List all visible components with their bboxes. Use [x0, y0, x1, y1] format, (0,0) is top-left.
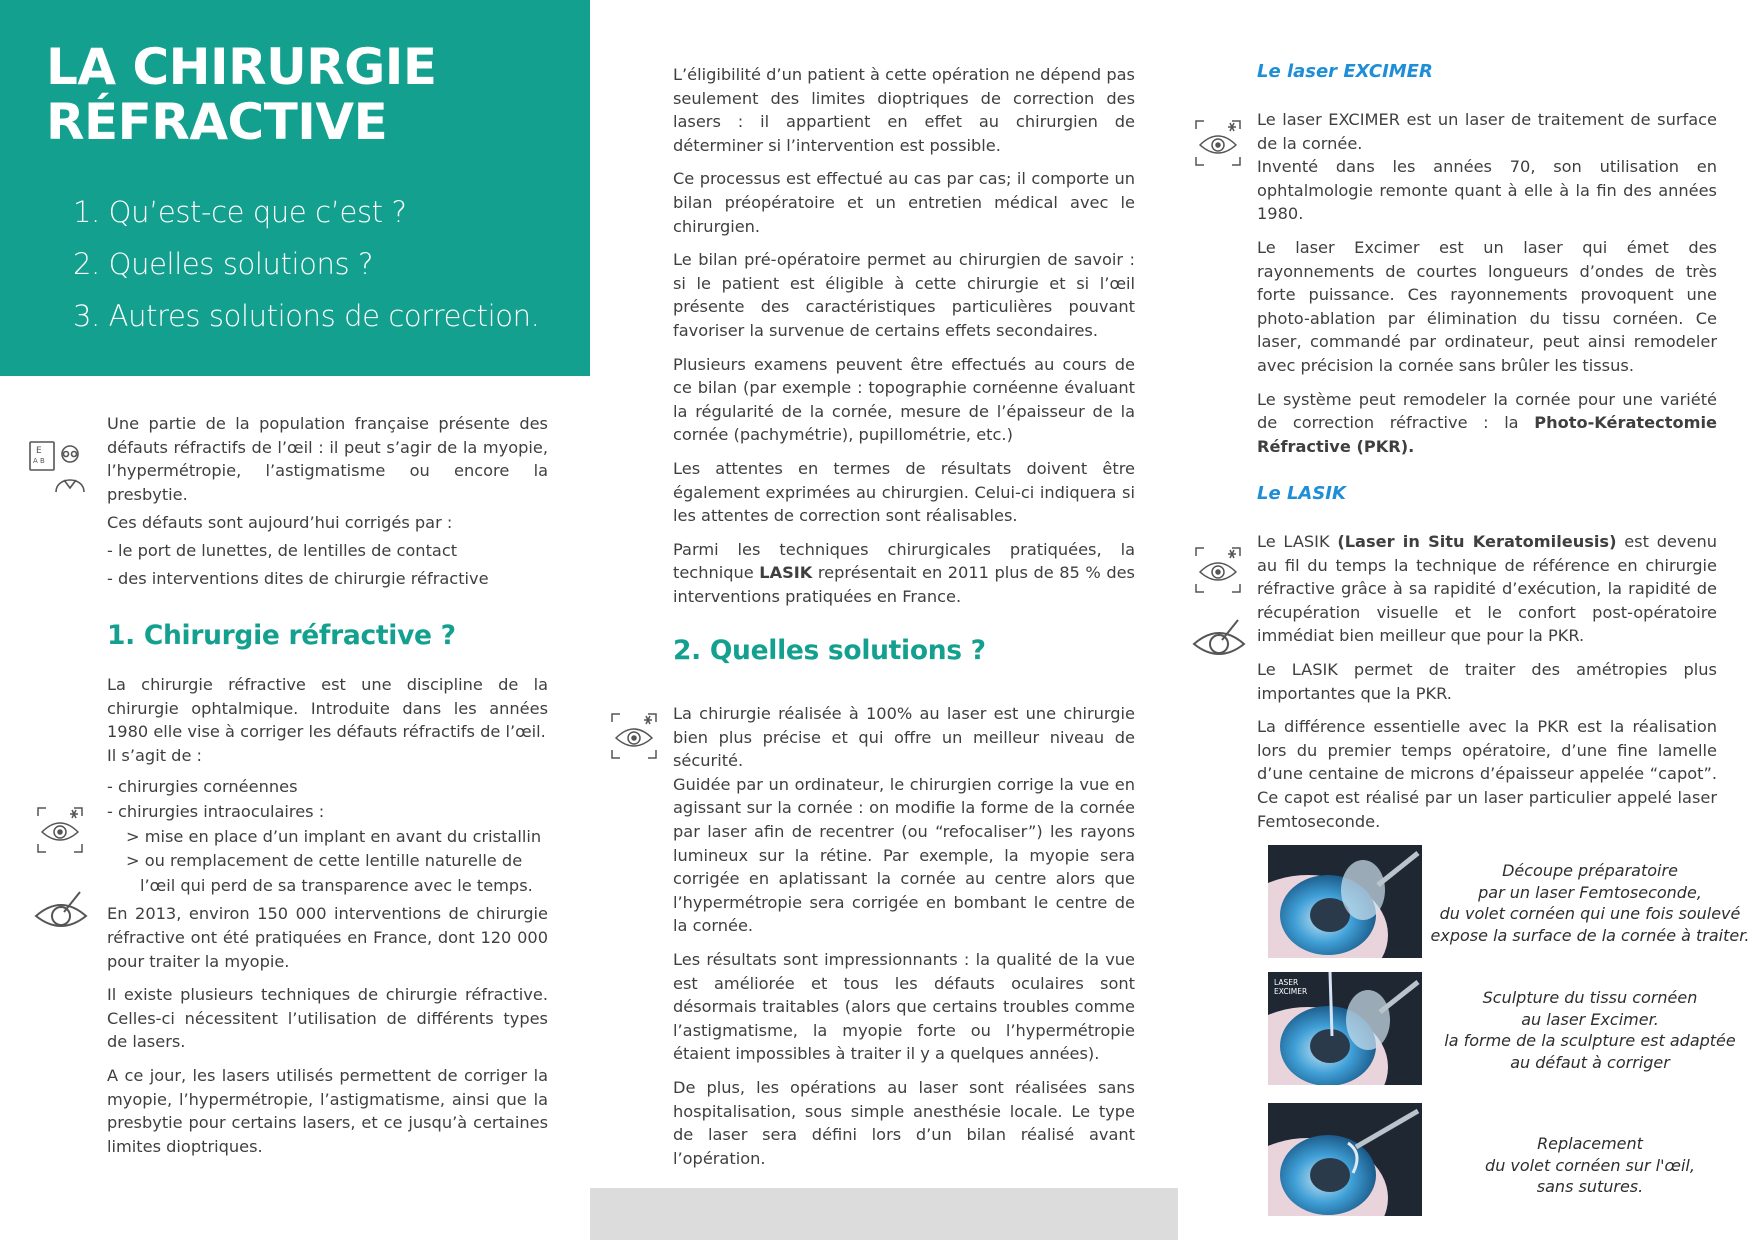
table-of-contents — [73, 186, 539, 342]
paragraph — [1257, 388, 1717, 459]
paragraph: Plusieurs examens peuvent être effectués au cours de ce bilan (par exemple : topographie cornéenne évaluant la régularité de la cornée, mesure de l’épaisseur de la cornée (pachymétrie), pupillométrie, etc.) — [673, 354, 1135, 445]
paragraph: Guidée par un ordinateur, le chirurgien corrige la vue en agissant sur la cornée : on modifie la forme de la cornée par laser afin de recentrer (ou “refocaliser”) les rayons lumineux sur la rétine. Par exemple, la myopie sera corrigée en aplatissant la cornée au centre alors que l’hypermétropie sera corrigée en bombant le centre de la cornée. — [673, 774, 1135, 936]
laser-eye-icon — [1194, 546, 1242, 594]
svg-text:A B: A B — [33, 457, 45, 465]
page-title — [46, 40, 566, 150]
eye-exam-doctor-icon — [28, 436, 90, 498]
caption-line: du volet cornéen qui une fois soulevé — [1439, 904, 1741, 923]
title-line-2: RÉFRACTIVE — [46, 93, 388, 151]
caption-line: au laser Excimer. — [1521, 1009, 1659, 1029]
section-title: 1. Chirurgie réfractive ? — [107, 620, 456, 651]
caption-line: Replacement — [1537, 1134, 1643, 1153]
eye-scalpel-icon — [1192, 618, 1246, 664]
laser-eye-icon — [610, 712, 658, 760]
paragraph: Le bilan pré-opératoire permet au chirurgien de savoir : si le patient est éligible à cette chirurgie et si l’œil présente des caractéristiques particulières pouvant favoriser la survenue de certains effets secondaires. — [673, 250, 1135, 340]
excimer-label: EXCIMER — [1274, 987, 1308, 996]
list-sub-item: l’œil qui perd de sa transparence avec le temps. — [140, 875, 533, 895]
list-sub-item: > ou remplacement de cette lentille naturelle de — [126, 851, 523, 871]
paragraph: De plus, les opérations au laser sont réalisées sans hospitalisation, sous simple anesthésie locale. Le type de laser sera défini lors d’un bilan réalisé avant l’opération. — [673, 1077, 1135, 1168]
caption-line: Sculpture du tissu cornéen — [1482, 988, 1698, 1007]
text-span: représentait en 2011 plus de 85 % des interventions pratiquées en France. — [673, 563, 1135, 606]
laser-label: LASER — [1274, 978, 1299, 987]
paragraph: En 2013, environ 150 000 interventions de chirurgie réfractive ont été pratiquées en France, dont 120 000 pour traiter la myopie. — [107, 904, 548, 971]
femtosecond-cut-illustration — [1268, 845, 1422, 958]
toc-item: 1. Qu’est-ce que c’est ? — [73, 195, 407, 229]
caption-replacement — [1430, 1133, 1750, 1198]
flap-replacement-illustration — [1268, 1103, 1422, 1216]
section-2-body — [673, 702, 1135, 1180]
text-span: Le LASIK — [1257, 532, 1338, 551]
pkr-bold: Photo-Kératectomie Réfractive (PKR). — [1257, 413, 1717, 456]
excimer-heading: Le laser EXCIMER — [1257, 61, 1433, 82]
paragraph: Le laser EXCIMER est un laser de traitement de surface de la cornée. — [1257, 110, 1717, 153]
title-panel — [0, 0, 590, 376]
column-2-top — [673, 63, 1135, 618]
section-1-body — [107, 673, 548, 1168]
svg-text:E: E — [36, 446, 42, 456]
list-item: - chirurgies intraoculaires : — [107, 801, 325, 821]
toc-item: 3. Autres solutions de correction. — [73, 299, 540, 333]
paragraph: L’éligibilité d’un patient à cette opération ne dépend pas seulement des limites dioptriques de correction des lasers : il appartient en effet au chirurgien de déterminer si l’intervention est possible. — [673, 65, 1135, 155]
title-line-1: LA CHIRURGIE — [46, 38, 437, 96]
caption-line: Découpe préparatoire — [1502, 861, 1678, 880]
intro-block — [107, 412, 548, 590]
text-span: Parmi les techniques chirurgicales pratiquées, la technique — [673, 539, 1135, 583]
paragraph: A ce jour, les lasers utilisés permettent de corriger la myopie, l’hypermétropie, l’astigmatisme, ainsi que la presbytie pour certains lasers, et ce jusqu’à certaines limites dioptriques. — [107, 1065, 548, 1156]
list-item: - des interventions dites de chirurgie réfractive — [107, 568, 489, 588]
caption-femtosecond — [1430, 860, 1750, 946]
paragraph: Ce processus est effectué au cas par cas; il comporte un bilan préopératoire et un entretien médical avec le chirurgien. — [673, 169, 1135, 236]
lasik-body — [1257, 530, 1717, 843]
paragraph: Il s’agit de : — [107, 745, 203, 765]
paragraph: Le laser Excimer est un laser qui émet des rayonnements de courtes longueurs d’ondes de très forte puissance. Ces rayonnements provoquent une photo-ablation par élimination du tissu cornéen. Ce laser, commandé par ordinateur, peut ainsi remodeler avec précision la cornée sans brûler les tissus. — [1257, 237, 1717, 375]
caption-excimer — [1430, 987, 1750, 1073]
paragraph: Il existe plusieurs techniques de chirurgie réfractive. Celles-ci nécessitent l’utilisation de différents types de lasers. — [107, 985, 548, 1052]
text-span: Le système peut remodeler la cornée pour une variété de correction réfractive : la — [1257, 389, 1717, 433]
section-title: 2. Quelles solutions ? — [673, 635, 986, 666]
intro-paragraph: Une partie de la population française présente des défauts réfractifs de l’œil : il peut s’agir de la myopie, l’hypermétropie, l’astigmatisme ou encore la presbytie. — [107, 414, 548, 504]
lasik-acronym-bold: (Laser in Situ Keratomileusis) — [1337, 532, 1617, 551]
excimer-sculpt-illustration — [1268, 972, 1422, 1085]
paragraph: La différence essentielle avec la PKR est la réalisation lors du premier temps opératoire, d’une fine lamelle d’une centaine de microns d’épaisseur appelée “capot”. Ce capot est réalisé par un laser particulier appelé laser Femtoseconde. — [1257, 717, 1717, 831]
caption-line: du volet cornéen sur l'œil, — [1485, 1155, 1695, 1175]
paragraph: Les attentes en termes de résultats doivent être également exprimées au chirurgien. Celui-ci indiquera si les attentes de correction sont réalisables. — [673, 458, 1135, 526]
footer-bar — [590, 1188, 1178, 1240]
text-span: est devenu au fil du temps la technique de référence en chirurgie réfractive grâce à sa rapidité d’exécution, la rapidité de récupération visuelle et le confort post-opératoire immédiat bien meilleur que pour la PKR. — [1257, 532, 1717, 646]
caption-line: par un laser Femtoseconde, — [1478, 882, 1702, 902]
paragraph: Le LASIK permet de traiter des amétropies plus importantes que la PKR. — [1257, 659, 1717, 703]
caption-line: sans sutures. — [1536, 1177, 1644, 1196]
paragraph — [673, 538, 1135, 609]
paragraph: Les résultats sont impressionnants : la qualité de la vue est améliorée et tous les défauts oculaires sont désormais traitables (alors que certains troubles comme l’astigmatisme, la myopie forte ou l’hypermétropie étaient impossibles à traiter il y a quelques années). — [673, 949, 1135, 1064]
list-sub-item: > mise en place d’un implant en avant du cristallin — [126, 826, 542, 846]
excimer-body — [1257, 108, 1717, 468]
eye-scalpel-icon — [34, 890, 88, 936]
laser-eye-icon — [36, 806, 84, 854]
lasik-bold: LASIK — [759, 563, 813, 583]
list-item: - le port de lunettes, de lentilles de contact — [107, 540, 458, 560]
paragraph — [1257, 530, 1717, 648]
paragraph: La chirurgie réalisée à 100% au laser est une chirurgie bien plus précise et qui offre un meilleur niveau de sécurité. — [673, 704, 1135, 771]
caption-line: au défaut à corriger — [1510, 1052, 1670, 1072]
paragraph: Inventé dans les années 70, son utilisation en ophtalmologie remonte quant à elle à la fin des années 1980. — [1257, 157, 1717, 224]
toc-item: 2. Quelles solutions ? — [73, 247, 373, 281]
paragraph: La chirurgie réfractive est une discipline de la chirurgie ophtalmique. Introduite dans les années 1980 elle vise à corriger les défauts réfractifs de l’œil. — [107, 675, 548, 742]
caption-line: la forme de la sculpture est adaptée — [1444, 1031, 1736, 1050]
laser-eye-icon — [1194, 119, 1242, 167]
caption-line: expose la surface de la cornée à traiter. — [1430, 925, 1750, 945]
list-item: - chirurgies cornéennes — [107, 777, 298, 797]
intro-paragraph: Ces défauts sont aujourd’hui corrigés par : — [107, 513, 453, 533]
lasik-heading: Le LASIK — [1257, 483, 1346, 504]
